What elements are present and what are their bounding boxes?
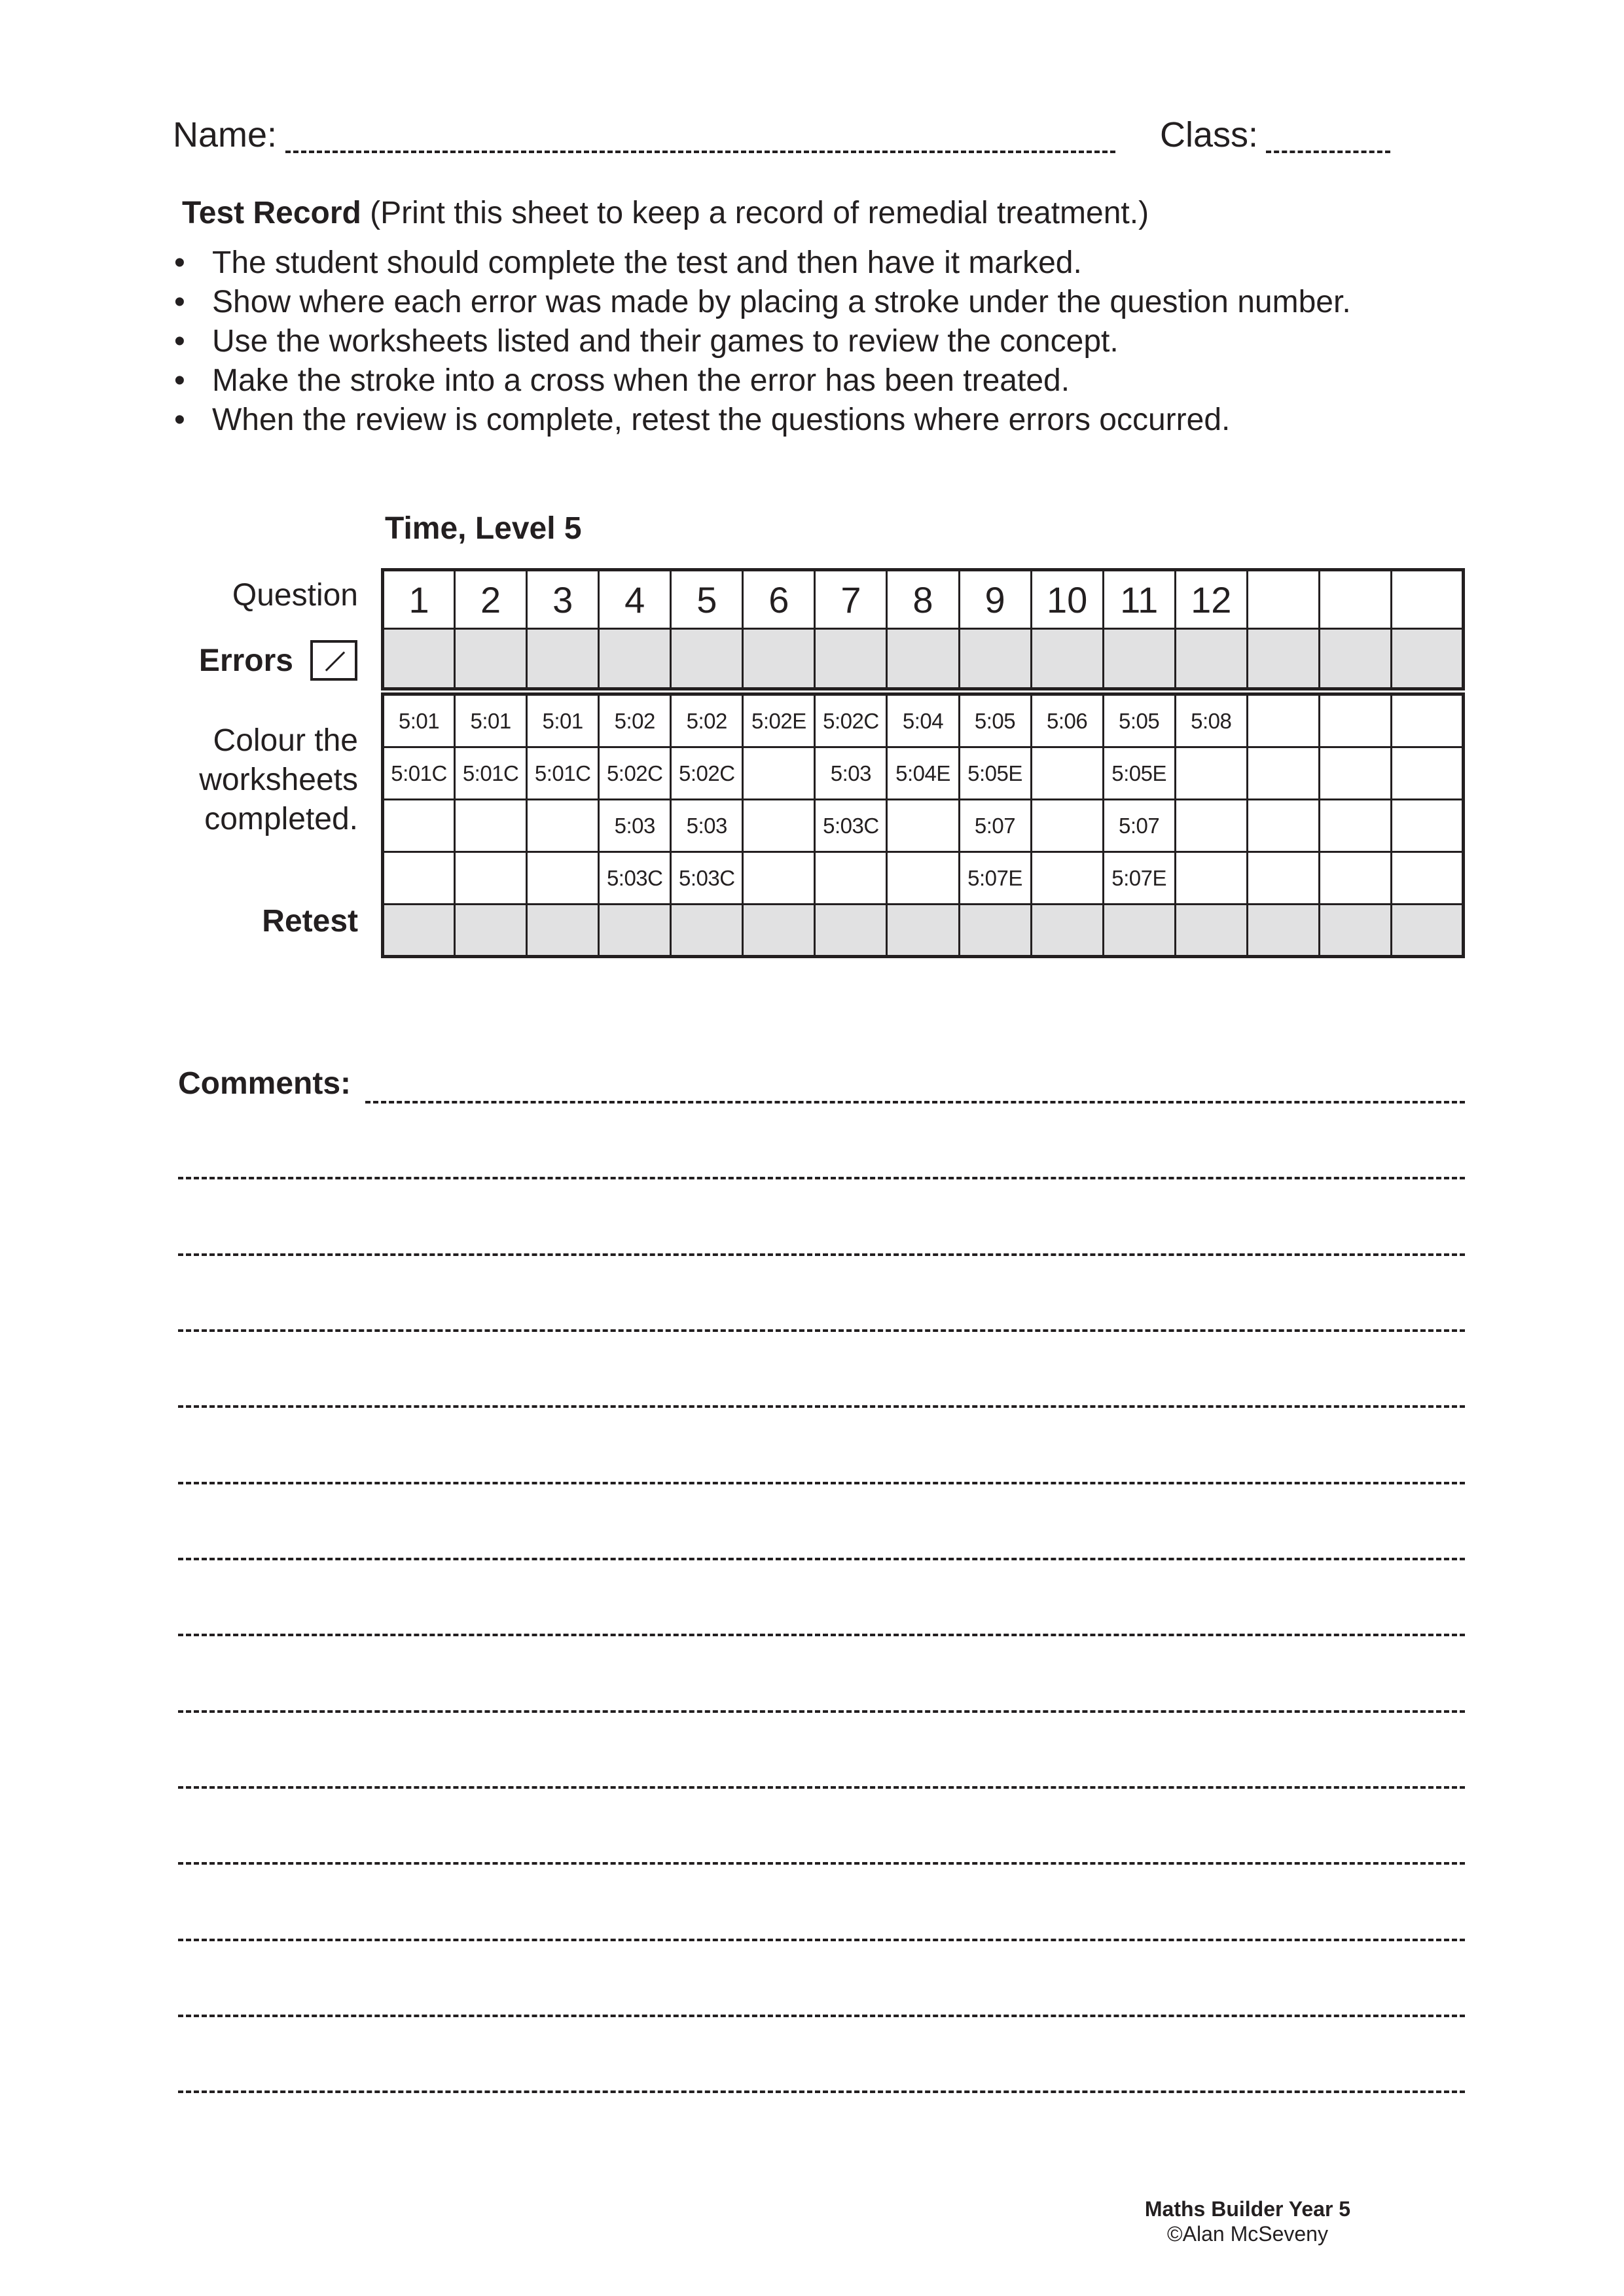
worksheet-cell[interactable] bbox=[1247, 747, 1319, 800]
error-cell[interactable] bbox=[743, 629, 815, 689]
retest-cell[interactable] bbox=[887, 905, 959, 957]
errors-row-label: Errors bbox=[198, 643, 293, 678]
worksheet-cell[interactable]: 5:03C bbox=[815, 800, 887, 852]
error-cell[interactable] bbox=[815, 629, 887, 689]
comment-line[interactable] bbox=[178, 1405, 1465, 1408]
error-cell[interactable] bbox=[887, 629, 959, 689]
class-field[interactable] bbox=[1266, 151, 1390, 153]
worksheet-cell[interactable] bbox=[1031, 800, 1103, 852]
instruction-text: Show where each error was made by placing a stroke under the question number. bbox=[212, 285, 1351, 319]
colour-label-line-1: Colour the bbox=[213, 723, 358, 758]
worksheet-cell[interactable] bbox=[1031, 747, 1103, 800]
worksheet-cell[interactable] bbox=[527, 800, 599, 852]
worksheet-cell[interactable]: 5:01 bbox=[527, 694, 599, 747]
instruction-list bbox=[174, 243, 1351, 440]
worksheet-cell[interactable] bbox=[1247, 694, 1319, 747]
retest-cell[interactable] bbox=[455, 905, 527, 957]
name-field[interactable] bbox=[285, 151, 1115, 153]
worksheet-cell[interactable] bbox=[743, 800, 815, 852]
comment-line[interactable] bbox=[178, 1634, 1465, 1636]
worksheet-cell[interactable] bbox=[887, 852, 959, 905]
worksheet-row bbox=[383, 694, 1464, 747]
error-cell[interactable] bbox=[1103, 629, 1175, 689]
retest-cell[interactable] bbox=[743, 905, 815, 957]
instruction-text: Make the stroke into a cross when the error has been treated. bbox=[212, 363, 1070, 398]
error-cell[interactable] bbox=[383, 629, 455, 689]
worksheet-cell[interactable]: 5:05E bbox=[959, 747, 1031, 800]
worksheet-cell[interactable]: 5:07E bbox=[959, 852, 1031, 905]
worksheet-cell[interactable] bbox=[1319, 852, 1391, 905]
footer-title: Maths Builder Year 5 bbox=[1144, 2197, 1351, 2221]
intro-description: (Print this sheet to keep a record of remedial treatment.) bbox=[361, 196, 1149, 230]
question-number: 1 bbox=[383, 570, 455, 629]
worksheet-cell[interactable] bbox=[815, 852, 887, 905]
error-cell[interactable] bbox=[455, 629, 527, 689]
error-cell[interactable] bbox=[671, 629, 743, 689]
question-number bbox=[1391, 570, 1463, 629]
comment-line[interactable] bbox=[178, 2015, 1465, 2017]
error-cell[interactable] bbox=[1391, 629, 1463, 689]
intro-heading: Test Record bbox=[182, 196, 361, 230]
comment-line[interactable] bbox=[365, 1101, 1465, 1103]
comments-label: Comments: bbox=[178, 1066, 352, 1101]
comment-line[interactable] bbox=[178, 1862, 1465, 1865]
worksheet-cell[interactable] bbox=[743, 852, 815, 905]
worksheet-cell[interactable] bbox=[1319, 800, 1391, 852]
worksheet-cell[interactable]: 5:01C bbox=[527, 747, 599, 800]
worksheet-row bbox=[383, 747, 1464, 800]
worksheet-cell[interactable] bbox=[455, 852, 527, 905]
class-label: Class: bbox=[1160, 115, 1259, 154]
question-number: 10 bbox=[1031, 570, 1103, 629]
error-cell[interactable] bbox=[1031, 629, 1103, 689]
worksheet-cell[interactable]: 5:04 bbox=[887, 694, 959, 747]
instruction-text: The student should complete the test and then have it marked. bbox=[212, 245, 1082, 280]
worksheet-cell[interactable]: 5:05 bbox=[959, 694, 1031, 747]
worksheet-cell[interactable] bbox=[1391, 694, 1463, 747]
worksheet-cell[interactable]: 5:03 bbox=[599, 800, 671, 852]
worksheet-cell[interactable] bbox=[1319, 694, 1391, 747]
retest-cell[interactable] bbox=[1391, 905, 1463, 957]
intro-text bbox=[182, 194, 1149, 233]
errors-row bbox=[383, 629, 1464, 689]
retest-cell[interactable] bbox=[527, 905, 599, 957]
worksheet-cell[interactable] bbox=[1175, 800, 1247, 852]
worksheet-cell[interactable] bbox=[1391, 800, 1463, 852]
worksheet-cell[interactable]: 5:02C bbox=[599, 747, 671, 800]
worksheet-cell[interactable]: 5:05 bbox=[1103, 694, 1175, 747]
bullet-icon: • bbox=[174, 403, 185, 437]
question-number: 9 bbox=[959, 570, 1031, 629]
comment-line[interactable] bbox=[178, 2090, 1465, 2093]
worksheet-cell[interactable]: 5:01C bbox=[455, 747, 527, 800]
bullet-icon: • bbox=[174, 363, 185, 398]
question-table bbox=[381, 568, 1465, 691]
worksheet-cell[interactable]: 5:03 bbox=[671, 800, 743, 852]
worksheet-cell[interactable]: 5:04E bbox=[887, 747, 959, 800]
colour-label-line-2: worksheets bbox=[199, 762, 358, 797]
worksheet-cell[interactable]: 5:07E bbox=[1103, 852, 1175, 905]
worksheet-cell[interactable] bbox=[1319, 747, 1391, 800]
question-row-label: Question bbox=[232, 578, 358, 613]
retest-cell[interactable] bbox=[1319, 905, 1391, 957]
retest-cell[interactable] bbox=[671, 905, 743, 957]
name-label: Name: bbox=[173, 115, 278, 154]
question-number: 12 bbox=[1175, 570, 1247, 629]
worksheet-table bbox=[381, 692, 1465, 958]
worksheet-cell[interactable] bbox=[527, 852, 599, 905]
instruction-item bbox=[174, 243, 1351, 283]
bullet-icon: • bbox=[174, 285, 185, 319]
comment-line[interactable] bbox=[178, 1939, 1465, 1941]
retest-cell[interactable] bbox=[1175, 905, 1247, 957]
worksheet-cell[interactable]: 5:02 bbox=[599, 694, 671, 747]
worksheet-cell[interactable] bbox=[1391, 747, 1463, 800]
worksheet-cell[interactable]: 5:03C bbox=[599, 852, 671, 905]
worksheet-cell[interactable]: 5:01 bbox=[455, 694, 527, 747]
retest-cell[interactable] bbox=[815, 905, 887, 957]
worksheet-cell[interactable]: 5:02E bbox=[743, 694, 815, 747]
bullet-icon: • bbox=[174, 324, 185, 359]
retest-cell[interactable] bbox=[599, 905, 671, 957]
comment-line[interactable] bbox=[178, 1482, 1465, 1484]
section-title: Time, Level 5 bbox=[385, 511, 582, 546]
error-cell[interactable] bbox=[527, 629, 599, 689]
worksheet-cell[interactable] bbox=[383, 800, 455, 852]
worksheet-cell[interactable]: 5:02 bbox=[671, 694, 743, 747]
retest-row bbox=[383, 905, 1464, 957]
worksheet-cell[interactable] bbox=[1031, 852, 1103, 905]
error-cell[interactable] bbox=[1319, 629, 1391, 689]
instruction-item bbox=[174, 322, 1351, 361]
instruction-item bbox=[174, 361, 1351, 401]
worksheet-cell[interactable] bbox=[383, 852, 455, 905]
question-number: 11 bbox=[1103, 570, 1175, 629]
error-cell[interactable] bbox=[959, 629, 1031, 689]
worksheet-cell[interactable] bbox=[743, 747, 815, 800]
comment-line[interactable] bbox=[178, 1177, 1465, 1179]
comment-line[interactable] bbox=[178, 1710, 1465, 1713]
worksheet-cell[interactable]: 5:01 bbox=[383, 694, 455, 747]
question-number: 3 bbox=[527, 570, 599, 629]
worksheet-row bbox=[383, 800, 1464, 852]
error-cell[interactable] bbox=[599, 629, 671, 689]
instruction-item bbox=[174, 401, 1351, 440]
retest-row-label: Retest bbox=[262, 904, 358, 939]
worksheet-cell[interactable] bbox=[887, 800, 959, 852]
worksheet-cell[interactable] bbox=[455, 800, 527, 852]
worksheet-cell[interactable]: 5:07 bbox=[1103, 800, 1175, 852]
comment-line[interactable] bbox=[178, 1329, 1465, 1332]
worksheet-cell[interactable]: 5:07 bbox=[959, 800, 1031, 852]
comment-line[interactable] bbox=[178, 1558, 1465, 1560]
worksheet-cell[interactable]: 5:05E bbox=[1103, 747, 1175, 800]
colour-label-line-3: completed. bbox=[204, 802, 358, 836]
stroke-mark-icon bbox=[310, 640, 357, 681]
worksheet-row bbox=[383, 852, 1464, 905]
retest-cell[interactable] bbox=[383, 905, 455, 957]
question-number: 8 bbox=[887, 570, 959, 629]
retest-cell[interactable] bbox=[959, 905, 1031, 957]
retest-cell[interactable] bbox=[1031, 905, 1103, 957]
worksheet-cell[interactable]: 5:02C bbox=[815, 694, 887, 747]
instruction-text: When the review is complete, retest the questions where errors occurred. bbox=[212, 403, 1231, 437]
worksheet-cell[interactable]: 5:03C bbox=[671, 852, 743, 905]
question-number: 4 bbox=[599, 570, 671, 629]
question-number bbox=[1319, 570, 1391, 629]
worksheet-cell[interactable] bbox=[1247, 852, 1319, 905]
comment-line[interactable] bbox=[178, 1786, 1465, 1789]
comment-line[interactable] bbox=[178, 1253, 1465, 1256]
instruction-text: Use the worksheets listed and their games to review the concept. bbox=[212, 324, 1119, 359]
worksheet-cell[interactable] bbox=[1175, 852, 1247, 905]
worksheet-cell[interactable]: 5:03 bbox=[815, 747, 887, 800]
question-number: 2 bbox=[455, 570, 527, 629]
worksheet-cell[interactable] bbox=[1391, 852, 1463, 905]
worksheet-cell[interactable] bbox=[1247, 800, 1319, 852]
worksheet-cell[interactable]: 5:06 bbox=[1031, 694, 1103, 747]
question-number bbox=[1247, 570, 1319, 629]
error-cell[interactable] bbox=[1175, 629, 1247, 689]
question-number: 6 bbox=[743, 570, 815, 629]
retest-cell[interactable] bbox=[1103, 905, 1175, 957]
error-cell[interactable] bbox=[1247, 629, 1319, 689]
worksheet-cell[interactable]: 5:02C bbox=[671, 747, 743, 800]
bullet-icon: • bbox=[174, 245, 185, 280]
question-number: 7 bbox=[815, 570, 887, 629]
worksheet-cell[interactable] bbox=[1175, 747, 1247, 800]
footer-copyright: ©Alan McSeveny bbox=[1167, 2222, 1328, 2246]
question-row bbox=[383, 570, 1464, 629]
question-number: 5 bbox=[671, 570, 743, 629]
retest-cell[interactable] bbox=[1247, 905, 1319, 957]
worksheet-cell[interactable]: 5:08 bbox=[1175, 694, 1247, 747]
instruction-item bbox=[174, 283, 1351, 322]
worksheet-cell[interactable]: 5:01C bbox=[383, 747, 455, 800]
